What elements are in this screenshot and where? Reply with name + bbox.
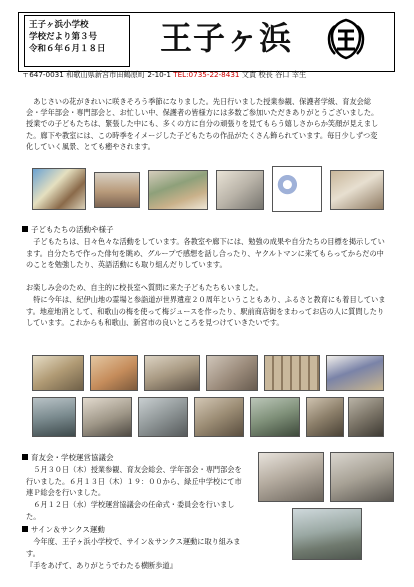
- newsletter-info-box: [24, 15, 130, 67]
- photo-shopping-street: [306, 397, 344, 437]
- section-heading-activities: 子どもたちの活動や様子: [22, 224, 114, 235]
- square-bullet-icon: [22, 454, 28, 460]
- activities-paragraph-2: お楽しみ会のため、自主的に校長室へ質問に来た子どもたちもいました。: [26, 283, 263, 292]
- photo-crafts: [330, 170, 384, 210]
- address-line: [22, 70, 306, 80]
- photo-class-meeting: [32, 397, 76, 437]
- photo-strip-1: [32, 166, 384, 214]
- photo-bulletin-board: [148, 170, 208, 210]
- square-bullet-icon: [22, 226, 28, 232]
- sign-thanks-slogan: 『手をあげて、ありがとうでわたる横断歩道』: [26, 561, 177, 570]
- telephone: TEL:0735-22-8431: [173, 70, 240, 79]
- photo-crosswalk: [292, 508, 362, 560]
- newsletter-number: 学校だより第３号: [29, 32, 98, 42]
- pta-paragraph-1: ５月３０日（木）授業参観、育友会総会、学年部会・専門部会を行いました。６月１３日（木）１９：００から、緑丘中学校にて市連Ｐ総会を行いました。: [26, 465, 242, 497]
- activities-paragraph-3: 特に今年は、紀伊山地の霊場と参詣道が世界遺産２０周年ということもあり、ふるさと教育にも着目しています。地産地消として、和歌山の梅を使って梅ジュースを作ったり、駅前商店街をまわってお店の人に質問したりしています。これからも和歌山、新宮市の良いところを見つけていきたいです。: [26, 295, 386, 327]
- square-bullet-icon: [22, 526, 28, 532]
- school-emblem-icon: [323, 16, 369, 62]
- photo-pta-meeting: [258, 452, 324, 502]
- photo-hydrangea-art: [272, 166, 322, 212]
- photo-wall-art: [94, 172, 140, 208]
- photo-council-meeting: [330, 452, 394, 502]
- address: 〒647-0031 和歌山県新宮市田鶴原町 2-10-1: [22, 70, 171, 79]
- photo-collage-2: [32, 355, 384, 439]
- photo-posters: [206, 355, 258, 391]
- photo-english-activity: [138, 397, 188, 437]
- section-heading-sign-thanks: サイン＆サンクス運動: [22, 524, 105, 535]
- pta-paragraph-2: ６月１２日（水）学校運営協議会の任命式・委員会を行いました。: [26, 500, 235, 521]
- photo-yakult-lesson: [82, 397, 132, 437]
- photo-ume-juice: [250, 397, 300, 437]
- photo-class-goals: [90, 355, 138, 391]
- photo-artwork-panel: [326, 355, 384, 391]
- photo-classroom-display: [32, 168, 86, 210]
- photo-haiku-board: [32, 355, 84, 391]
- sign-thanks-paragraph-1: 今年度、王子ヶ浜小学校で、サイン＆サンクス運動に取り組みます。: [26, 537, 241, 558]
- photo-hallway-display: [144, 355, 200, 391]
- page-title: 王子ヶ浜: [160, 19, 293, 57]
- photo-students-group: [194, 397, 244, 437]
- photo-student-work: [216, 170, 264, 210]
- photo-collage-3: [252, 452, 402, 562]
- photo-principal-visit: [348, 397, 384, 437]
- section-heading-pta: 育友会・学校運営協議会: [22, 452, 114, 463]
- photo-wall-tiles: [264, 355, 320, 391]
- activities-paragraph-1: 子どもたちは、日々色々な活動をしています。各教室や廊下には、勉強の成果や自分たちの目標を掲示しています。自分たちで作った俳句を眺め、グループで感想を話し合ったり、ヤクルトマンに来てもらってからだの中のことを勉強したり、英語活動にも取り組んだりしています。: [26, 237, 385, 269]
- school-name: 王子ヶ浜小学校: [29, 20, 89, 30]
- intro-paragraph: あじさいの花がきれいに咲きそろう季節になりました。先日行いました授業参観、保護者学級、育友会総会・学年部会・専門部会と、お忙しい中、保護者の皆様方には多数ご参加いただきありがとうございました。授業での子どもたちは、緊張した中にも、多くの方に自分の頑張りを見てもらう嬉しさからか笑顔が見えました。廊下や教室には、この時季をイメージした子どもたちの作品がたくさん飾られています。毎日少しずつ変化していく風景、とても癒やされます。: [26, 97, 379, 151]
- editor: 文責 校長 谷口 幸生: [241, 70, 307, 79]
- issue-date: 令和６年６月１８日: [29, 44, 106, 54]
